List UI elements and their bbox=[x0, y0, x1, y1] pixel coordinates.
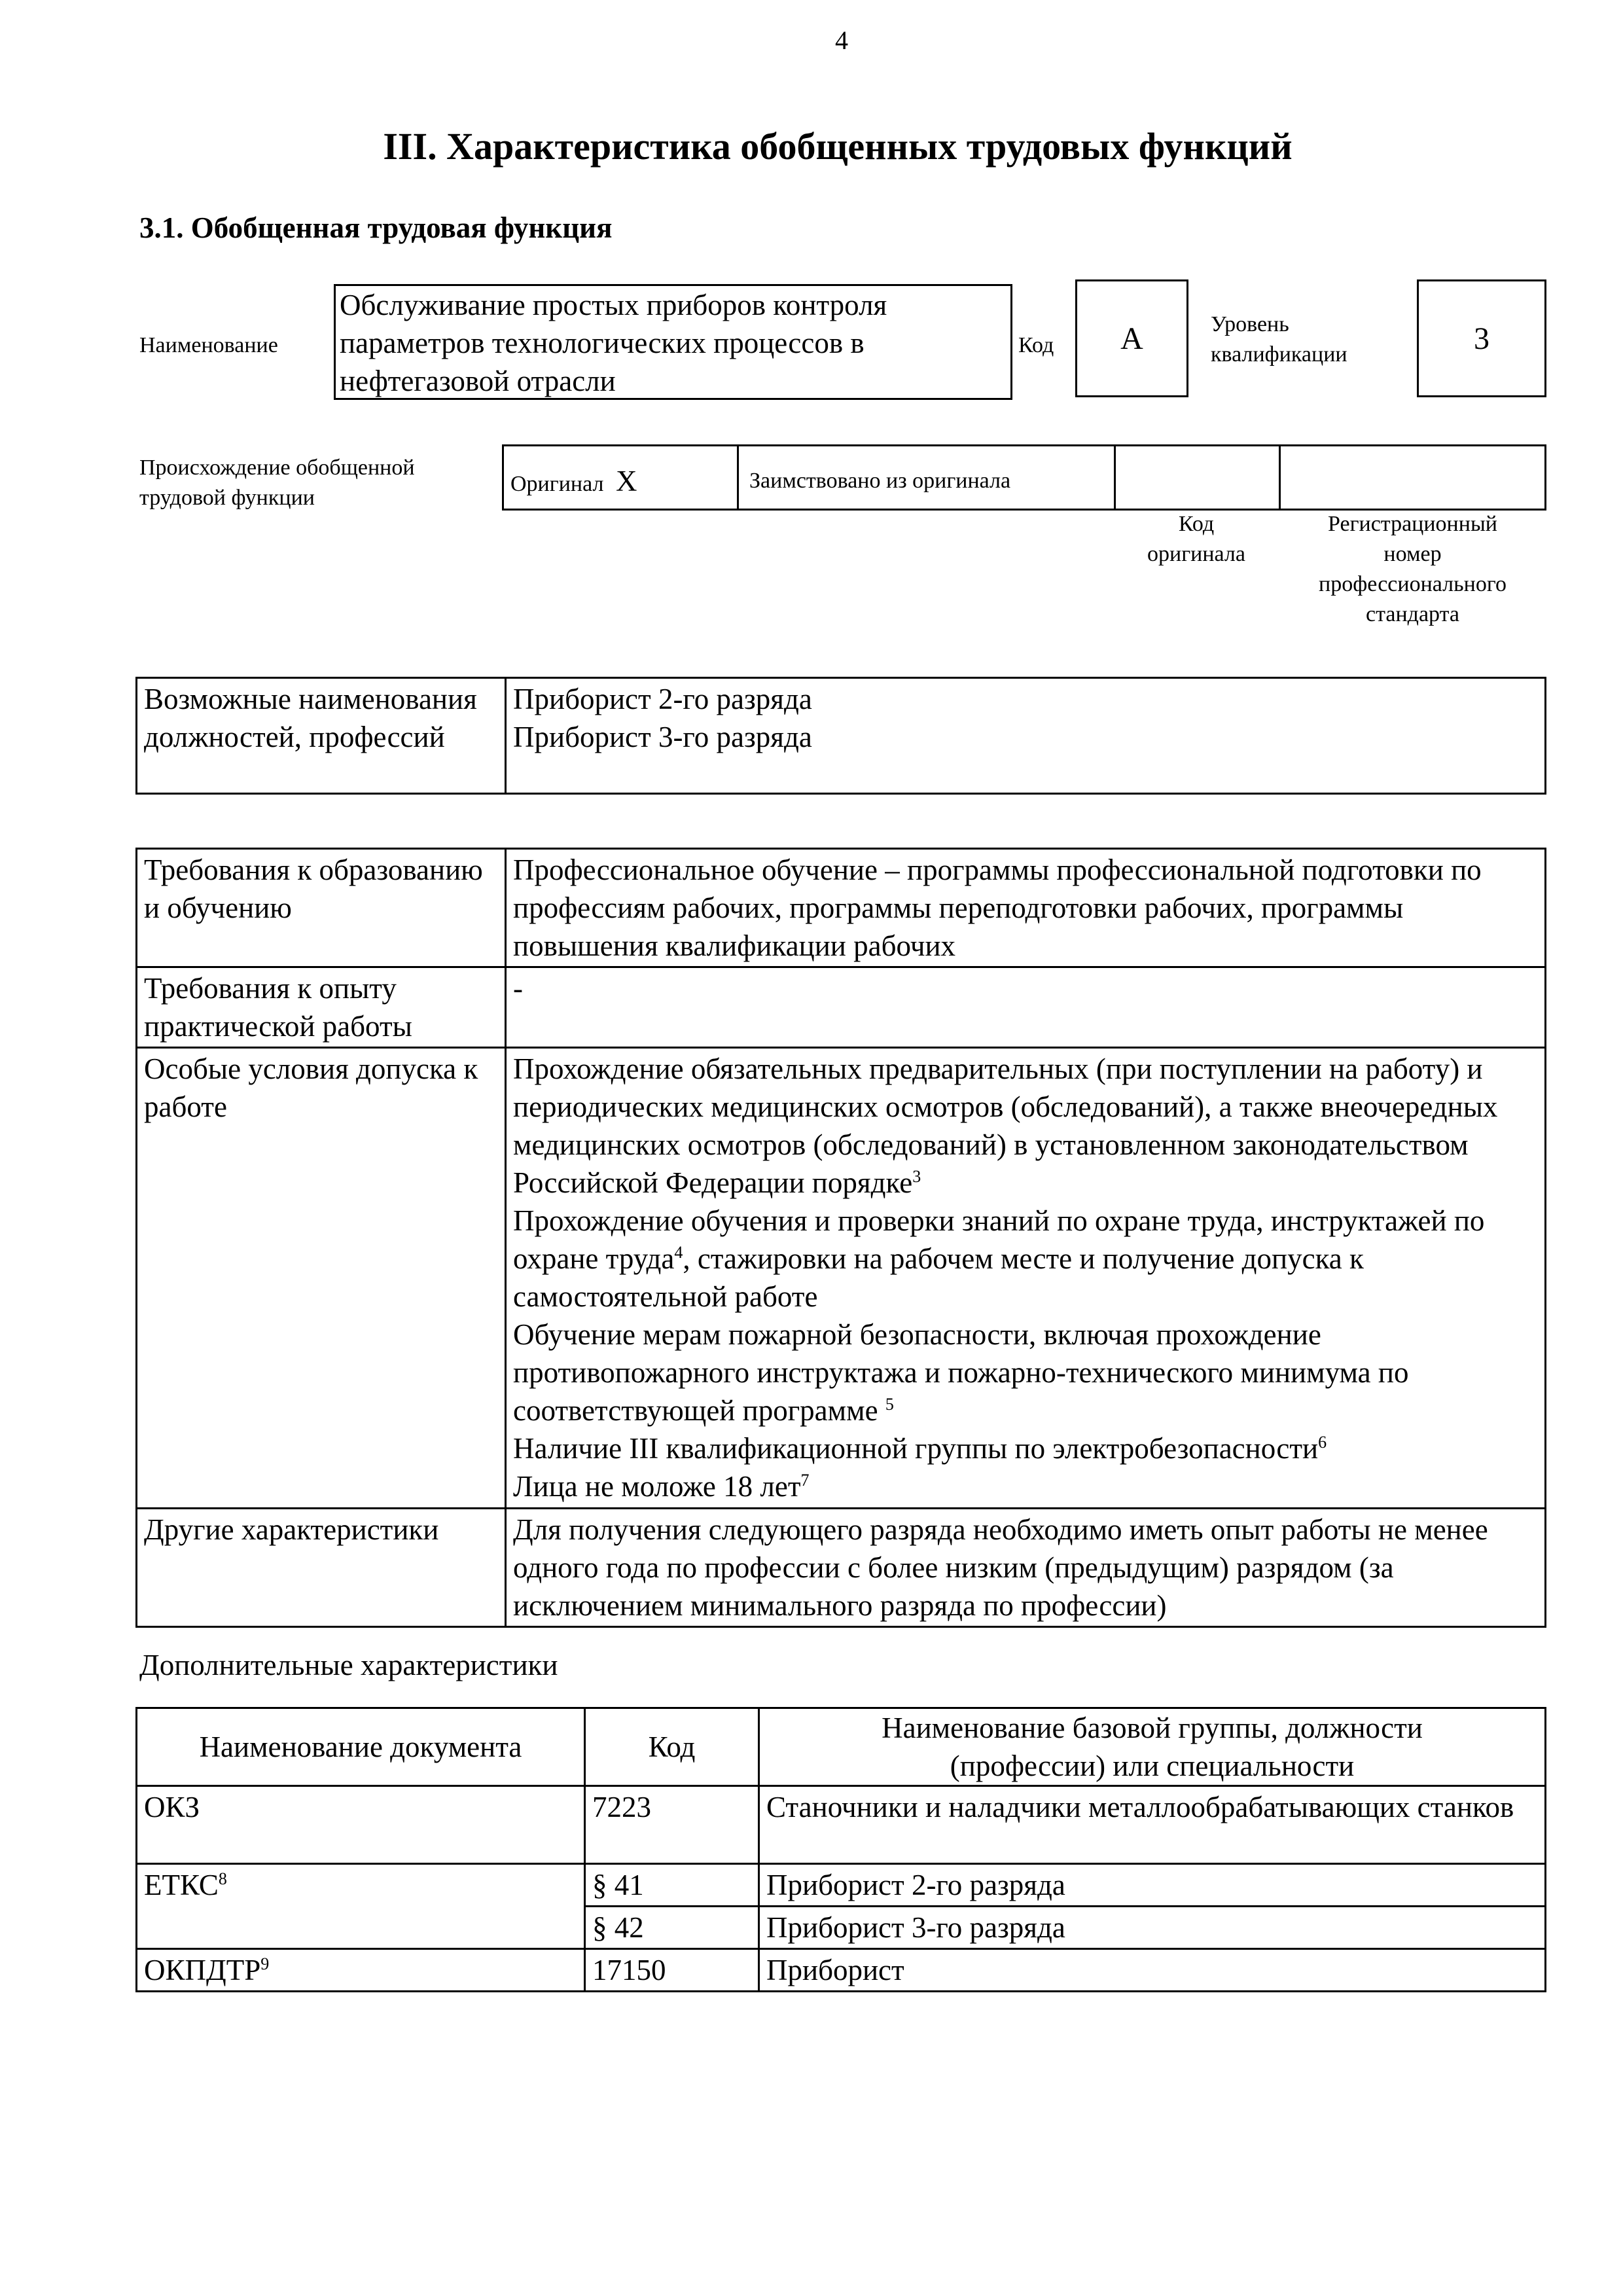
footnote-ref: 8 bbox=[218, 1869, 227, 1888]
doc-name: ЕТКС bbox=[144, 1869, 219, 1901]
caption-line: Регистрационный bbox=[1328, 512, 1497, 536]
requirements-table bbox=[135, 848, 1546, 1628]
name-cell: Приборист bbox=[759, 1949, 1546, 1992]
code-value: А bbox=[1120, 321, 1143, 356]
code-original-caption bbox=[1114, 509, 1279, 569]
footnote-ref: 9 bbox=[260, 1954, 270, 1973]
requirement-label: Особые условия допуска к работе bbox=[137, 1048, 506, 1509]
positions-values bbox=[506, 678, 1546, 794]
origin-label-line1: Происхождение обобщенной bbox=[139, 456, 415, 480]
requirement-value bbox=[506, 849, 1546, 967]
header-code: Код bbox=[585, 1708, 759, 1786]
header-document: Наименование документа bbox=[137, 1708, 585, 1786]
footnote-ref: 4 bbox=[674, 1243, 683, 1262]
caption-line: номер bbox=[1383, 542, 1442, 566]
requirement-label: Требования к образованию и обучению bbox=[137, 849, 506, 967]
level-label bbox=[1211, 310, 1347, 370]
requirement-value bbox=[506, 1509, 1546, 1627]
requirement-text bbox=[513, 1202, 1538, 1316]
subsection-title: 3.1. Обобщенная трудовая функция bbox=[139, 211, 613, 244]
table-row bbox=[137, 849, 1546, 967]
divider bbox=[1279, 444, 1281, 511]
doc-name: ОКПДТР bbox=[144, 1954, 261, 1986]
caption-line: Код bbox=[1178, 512, 1215, 536]
footnote-ref: 6 bbox=[1318, 1433, 1327, 1452]
requirement-label: Требования к опыту практической работы bbox=[137, 967, 506, 1048]
name-value: Обслуживание простых приборов контроля параметров технологических процессов в нефтегазовой отрасли bbox=[340, 289, 887, 397]
origin-original bbox=[510, 466, 637, 499]
section-title: III. Характеристика обобщенных трудовых функций bbox=[383, 125, 1293, 168]
doc-cell bbox=[137, 1949, 585, 1992]
original-label: Оригинал bbox=[510, 472, 604, 496]
table-header-row bbox=[137, 1708, 1546, 1786]
name-cell: Приборист 3-го разряда bbox=[759, 1907, 1546, 1949]
table-row bbox=[137, 1048, 1546, 1509]
level-value: 3 bbox=[1474, 321, 1489, 356]
position-item: Приборист 3-го разряда bbox=[513, 721, 812, 753]
requirement-text: Для получения следующего разряда необходимо иметь опыт работы не менее одного года по профессии с более низким (предыдущим) разрядом (за исключением минимального разряда по профессии) bbox=[513, 1513, 1488, 1622]
table-row bbox=[137, 967, 1546, 1048]
level-value-box bbox=[1417, 279, 1546, 397]
borrowed-label: Заимствовано из оригинала bbox=[749, 469, 1011, 493]
caption-line: стандарта bbox=[1366, 602, 1459, 626]
doc-cell bbox=[137, 1864, 585, 1949]
name-cell: Приборист 2-го разряда bbox=[759, 1864, 1546, 1907]
requirement-text: Профессиональное обучение – программы профессиональной подготовки по профессиям рабочих, программы переподготовки рабочих, программы повышения квалификации рабочих bbox=[513, 853, 1482, 962]
caption-line: профессионального bbox=[1319, 572, 1507, 596]
requirement-value bbox=[506, 967, 1546, 1048]
positions-table bbox=[135, 677, 1546, 795]
footnote-ref: 7 bbox=[800, 1471, 810, 1490]
name-cell: Станочники и наладчики металлообрабатывающих станков bbox=[759, 1786, 1546, 1864]
divider bbox=[1114, 444, 1116, 511]
text: Наличие III квалификационной группы по электробезопасности bbox=[513, 1432, 1319, 1465]
position-item: Приборист 2-го разряда bbox=[513, 683, 812, 715]
code-cell: § 41 bbox=[585, 1864, 759, 1907]
table-row bbox=[137, 1949, 1546, 1992]
page-number: 4 bbox=[835, 26, 848, 55]
table-row bbox=[137, 1864, 1546, 1907]
code-cell: 17150 bbox=[585, 1949, 759, 1992]
code-cell: 7223 bbox=[585, 1786, 759, 1864]
requirement-value bbox=[506, 1048, 1546, 1509]
doc-cell bbox=[137, 1786, 585, 1864]
text: Прохождение обучения и проверки знаний по охране труда, инструктажей по охране труда bbox=[513, 1204, 1485, 1275]
requirement-text bbox=[513, 1316, 1538, 1429]
text: , стажировки на рабочем месте и получение допуска к самостоятельной работе bbox=[513, 1242, 1364, 1313]
additional-table bbox=[135, 1707, 1546, 1992]
requirement-text bbox=[513, 1429, 1538, 1467]
requirement-text bbox=[513, 1050, 1538, 1202]
divider bbox=[737, 444, 739, 511]
text: Обучение мерам пожарной безопасности, включая прохождение противопожарного инструктажа и пожарно-технического минимума по соответствующей программе bbox=[513, 1318, 1409, 1427]
origin-label bbox=[139, 453, 415, 513]
level-label-line1: Уровень bbox=[1211, 312, 1289, 336]
origin-table bbox=[502, 444, 1546, 511]
additional-title: Дополнительные характеристики bbox=[139, 1649, 558, 1681]
text: Прохождение обязательных предварительных (при поступлении на работу) и периодических медицинских осмотров (обследований), а также внеочередных медицинских осмотров (обследований) в установленном законодательством Российской Федерации порядке bbox=[513, 1052, 1498, 1199]
text: Лица не моложе 18 лет bbox=[513, 1470, 801, 1503]
footnote-ref: 3 bbox=[912, 1167, 921, 1186]
positions-label: Возможные наименования должностей, профессий bbox=[137, 678, 506, 794]
name-label: Наименование bbox=[139, 333, 278, 357]
original-mark: X bbox=[615, 465, 637, 497]
table-row bbox=[137, 1509, 1546, 1627]
requirement-label: Другие характеристики bbox=[137, 1509, 506, 1627]
requirement-text bbox=[513, 1467, 1538, 1505]
reg-number-caption bbox=[1279, 509, 1546, 630]
code-cell: § 42 bbox=[585, 1907, 759, 1949]
code-value-box bbox=[1075, 279, 1188, 397]
level-label-line2: квалификации bbox=[1211, 342, 1347, 367]
requirement-text: - bbox=[513, 972, 523, 1005]
code-label: Код bbox=[1018, 333, 1054, 357]
caption-line: оригинала bbox=[1147, 542, 1245, 566]
footnote-ref: 5 bbox=[885, 1395, 894, 1414]
header-name: Наименование базовой группы, должности (профессии) или специальности bbox=[759, 1708, 1546, 1786]
name-value-box bbox=[334, 284, 1012, 400]
origin-label-line2: трудовой функции bbox=[139, 486, 315, 510]
table-row bbox=[137, 1786, 1546, 1864]
table-row bbox=[137, 678, 1546, 794]
doc-name: ОКЗ bbox=[144, 1791, 200, 1823]
